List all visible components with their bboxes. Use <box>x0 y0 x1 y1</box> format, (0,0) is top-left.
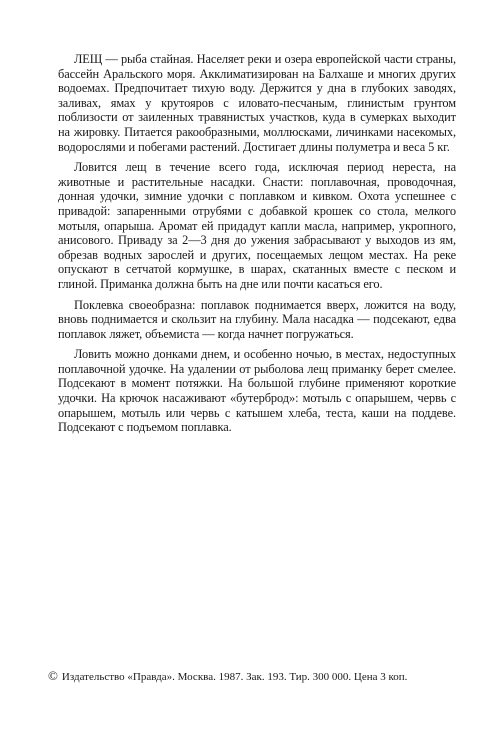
publisher-imprint <box>48 669 468 684</box>
paragraph-4: Ловить можно донками днем, и особенно ночью, в местах, недоступных поплавочной удочке. На удалении от рыболова лещ приманку берет смелее. Подсекают в момент потяжки. На большой глубине применяют короткие удочки. На крючок насаживают «бутерброд»: мотыль с опарышем, червь с опарышем, мотыль или червь с катышем хлеба, теста, каши на поддеве. Подсекают с подъемом поплавка. <box>58 347 456 435</box>
imprint-text: Издательство «Правда». Москва. 1987. Зак. 193. Тир. 300 000. Цена 3 коп. <box>61 671 408 683</box>
paragraph-3: Поклевка своеобразна: поплавок поднимается вверх, ложится на воду, вновь поднимается и скользит на глубину. Мала насадка — подсекают, едва поплавок ляжет, объемиста — когда начнет погружаться. <box>58 297 456 341</box>
copyright-icon: © <box>48 668 58 683</box>
paragraph-1: ЛЕЩ — рыба стайная. Населяет реки и озера европейской части страны, бассейн Аральского моря. Акклиматизирован на Балхаше и многих других водоемах. Предпочитает тихую воду. Держится у дна в глубоких заводях, заливах, ямах у крутояров с иловато-песчаным, глинистым грунтом поблизости от заиленных травянистых участков, куда в сумерках выходит на жировку. Питается ракообразными, моллюсками, личинками насекомых, водорослями и побегами растений. Достигает длины полуметра и веса 5 кг. <box>58 52 456 154</box>
paragraph-2: Ловится лещ в течение всего года, исключая период нереста, на животные и растительные насадки. Снасти: поплавочная, проводочная, донная удочки, зимние удочки с поплавком и кивком. Охота успешнее с привадой: запаренными отрубями с добавкой крошек со стола, мелкого мотыля, опарыша. Аромат ей придадут капли масла, например, укропного, анисового. Приваду за 2—3 дня до ужения забрасывают у выходов из ям, обрезав водных зарослей и других, посещаемых лещом местах. На реке опускают в сетчатой кормушке, в шарах, скатанных вместе с песком и глиной. Приманка должна быть на дне или почти касаться его. <box>58 160 456 291</box>
article-text <box>58 52 456 441</box>
